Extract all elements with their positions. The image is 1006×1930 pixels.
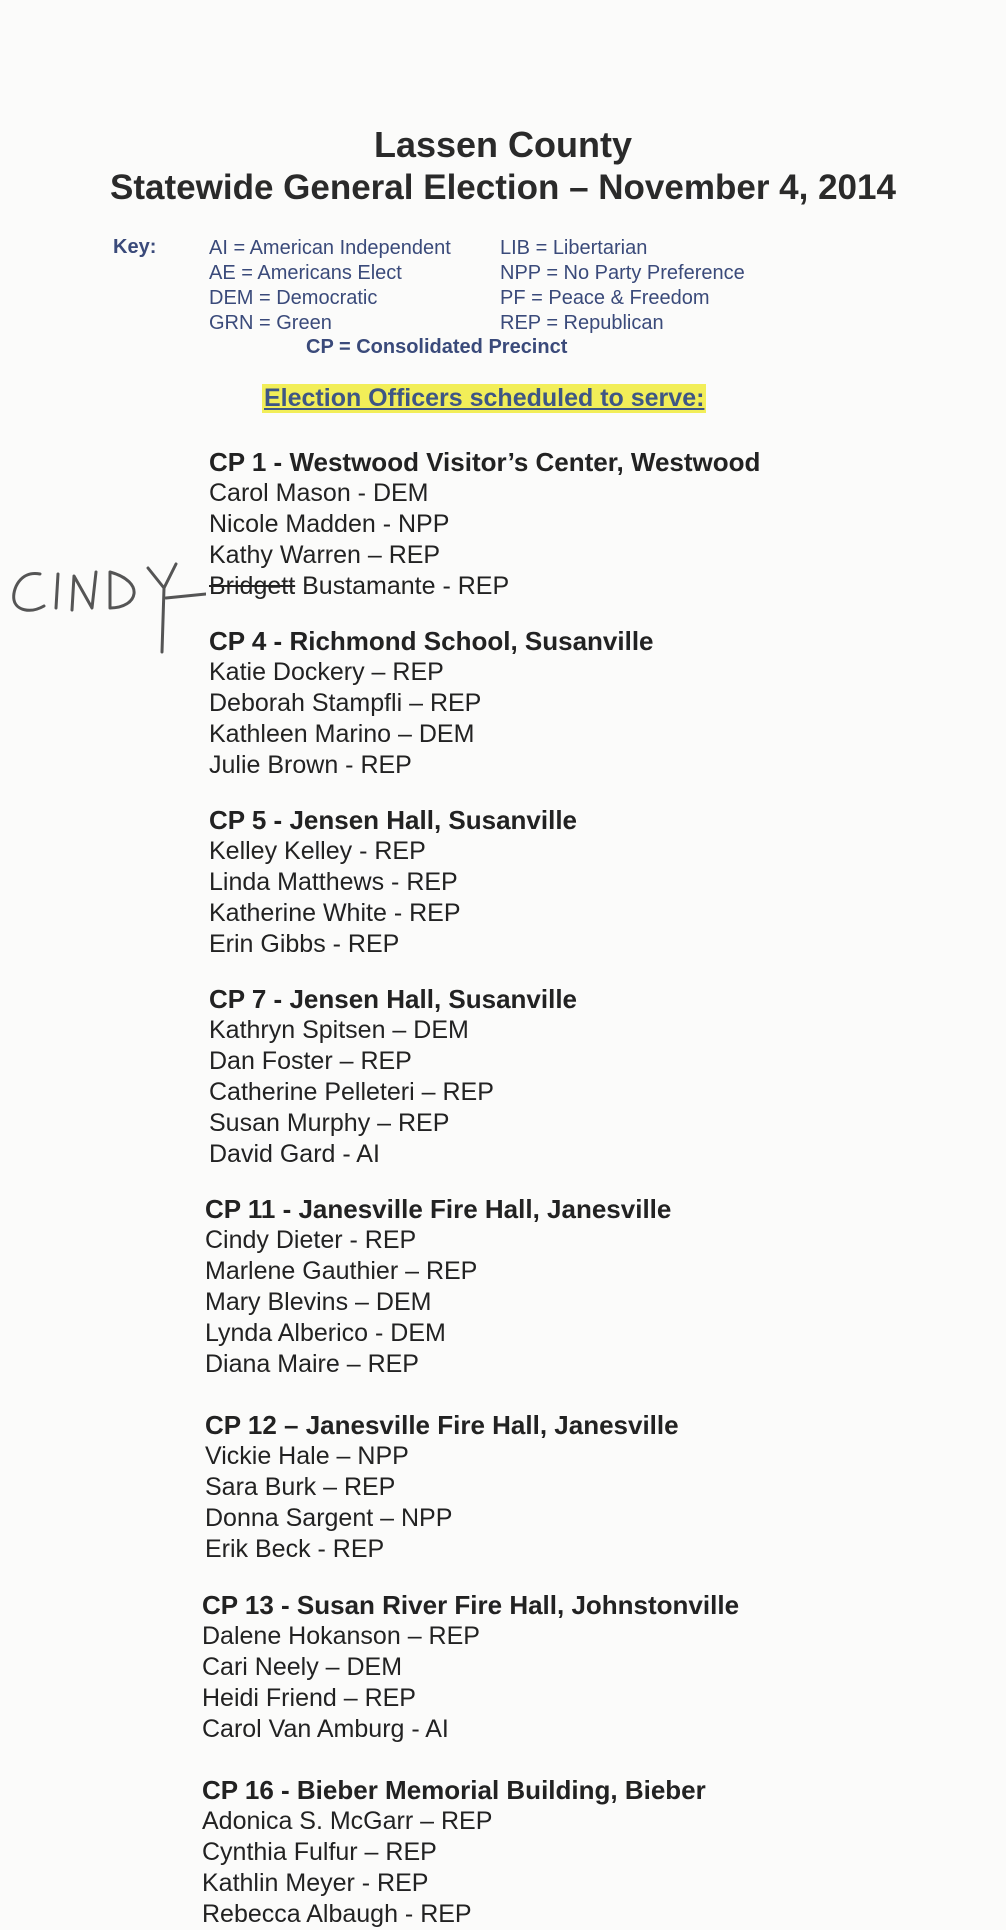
key-entry: REP = Republican [500,312,664,334]
key-entry: GRN = Green [209,312,332,334]
precinct-cp13 [202,1590,739,1745]
precinct-cp16 [202,1775,706,1930]
precinct-cp1 [209,447,760,602]
officer-entry: Kathy Warren – REP [209,541,441,569]
officer-entry: Kathryn Spitsen – DEM [209,1016,469,1044]
precinct-title: CP 1 - Westwood Visitor’s Center, Westwood [209,447,761,477]
officer-entry: Mary Blevins – DEM [205,1288,432,1316]
key-entry: DEM = Democratic [209,287,378,309]
officer-entry: Julie Brown - REP [209,751,412,779]
precinct-title: CP 16 - Bieber Memorial Building, Bieber [202,1775,706,1805]
precinct-cp11 [205,1194,671,1380]
officer-entry: Nicole Madden - NPP [209,510,450,538]
key-consolidated-precinct: CP = Consolidated Precinct [306,336,568,358]
officer-entry: Carol Mason - DEM [209,479,429,507]
precinct-cp12 [205,1410,679,1565]
officer-entry: Adonica S. McGarr – REP [202,1807,493,1835]
officer-entry: Erin Gibbs - REP [209,930,400,958]
document-title: Lassen County [373,124,633,165]
precinct-title: CP 12 – Janesville Fire Hall, Janesville [205,1410,679,1440]
officer-entry: Kathlin Meyer - REP [202,1869,429,1897]
officer-entry: Vickie Hale – NPP [205,1442,409,1470]
officer-entry: Carol Van Amburg - AI [202,1715,449,1743]
key-entry: PF = Peace & Freedom [500,287,710,309]
officer-entry-struck [209,571,760,602]
precinct-title: CP 4 - Richmond School, Susanville [209,626,654,656]
key-right-column [500,236,745,336]
officer-entry: Dan Foster – REP [209,1047,412,1075]
precinct-title: CP 7 - Jensen Hall, Susanville [209,984,578,1014]
precinct-title: CP 13 - Susan River Fire Hall, Johnstonville [202,1590,740,1620]
officers-heading: Election Officers scheduled to serve: [264,384,705,412]
officer-entry: Diana Maire – REP [205,1350,419,1378]
officer-entry: Catherine Pelleteri – REP [209,1078,494,1106]
precinct-cp4 [209,626,654,781]
precinct-cp7 [209,984,577,1170]
officer-entry: Deborah Stampfli – REP [209,689,482,717]
officer-entry: Heidi Friend – REP [202,1684,416,1712]
officer-entry: Susan Murphy – REP [209,1109,450,1137]
document-subtitle: Statewide General Election – November 4, 2014 [110,168,896,207]
officer-entry: Katherine White - REP [209,899,461,927]
officer-entry: Dalene Hokanson – REP [202,1622,480,1650]
key-entry: AE = Americans Elect [209,262,402,284]
precinct-title: CP 11 - Janesville Fire Hall, Janesville [205,1194,672,1224]
key-entry: AI = American Independent [209,237,451,259]
key-label: Key: [113,236,157,258]
officer-entry: Marlene Gauthier – REP [205,1257,478,1285]
officer-entry: David Gard - AI [209,1140,380,1168]
struck-remainder: Bustamante - REP [295,572,510,600]
precinct-title: CP 5 - Jensen Hall, Susanville [209,805,578,835]
officer-entry: Kelley Kelley - REP [209,837,426,865]
officer-entry: Linda Matthews - REP [209,868,458,896]
officer-entry: Sara Burk – REP [205,1473,396,1501]
officer-entry: Kathleen Marino – DEM [209,720,475,748]
key-entry: NPP = No Party Preference [500,262,745,284]
officer-entry: Erik Beck - REP [205,1535,385,1563]
struck-first-name: Bridgett [209,572,296,600]
key-entry: LIB = Libertarian [500,237,648,259]
officer-entry: Cari Neely – DEM [202,1653,403,1681]
officer-entry: Katie Dockery – REP [209,658,444,686]
precinct-cp5 [209,805,577,960]
officer-entry: Donna Sargent – NPP [205,1504,453,1532]
key-left-column [209,236,451,336]
officer-entry: Lynda Alberico - DEM [205,1319,446,1347]
officer-entry: Cynthia Fulfur – REP [202,1838,437,1866]
officer-entry: Cindy Dieter - REP [205,1226,417,1254]
officer-entry: Rebecca Albaugh - REP [202,1900,472,1928]
handwritten-note [6,552,206,672]
